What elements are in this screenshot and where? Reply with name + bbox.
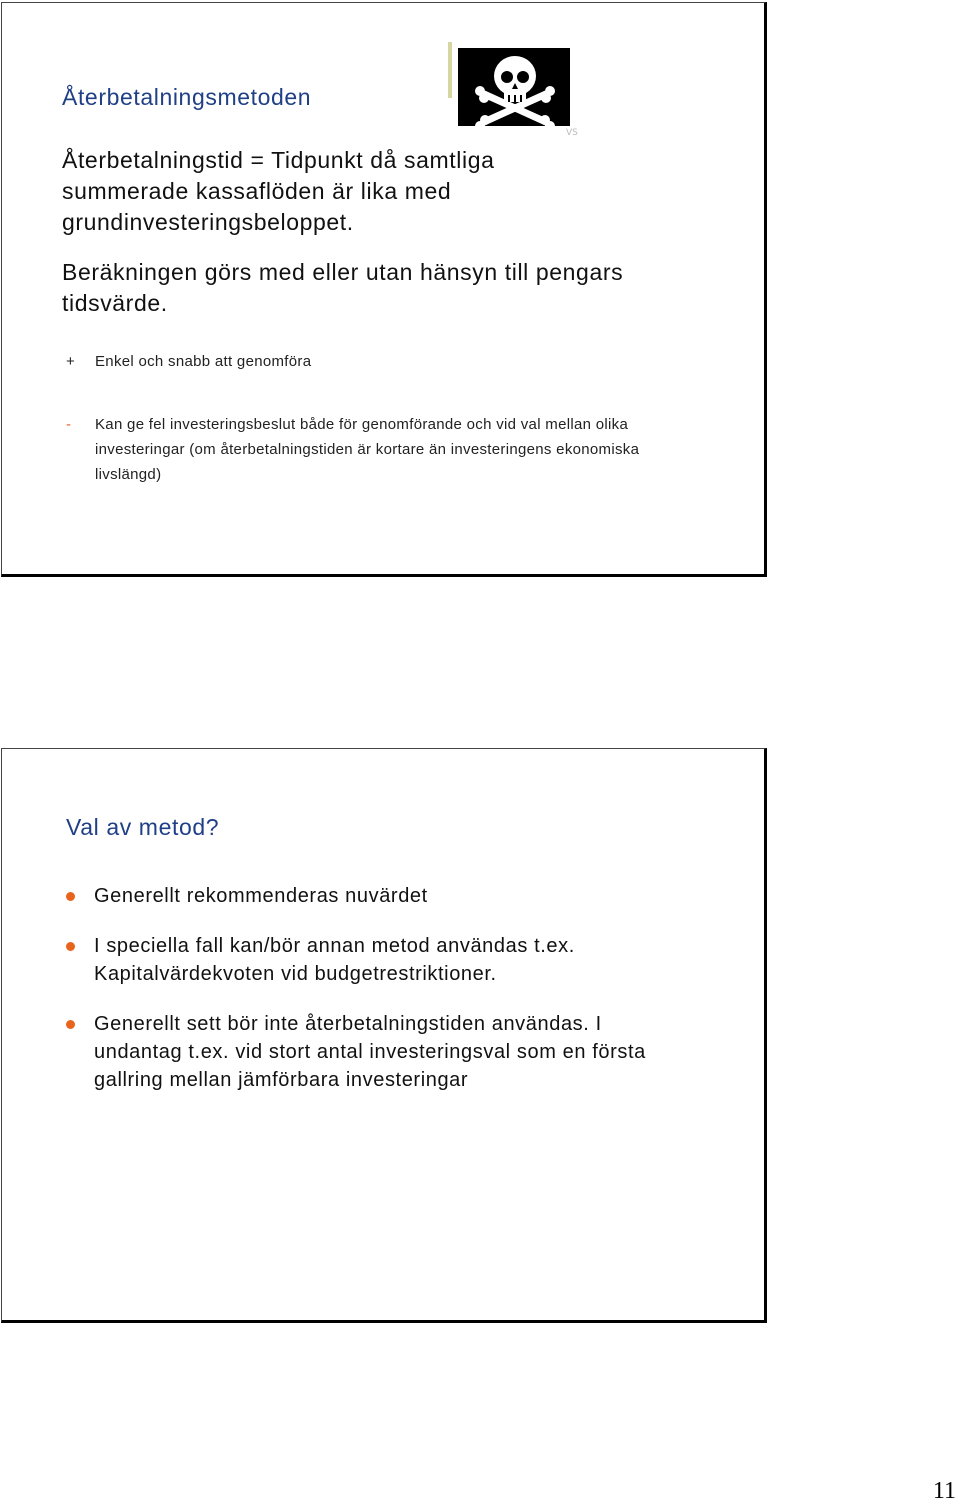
skull-and-crossbones-icon <box>448 42 582 138</box>
slide-1-paragraph-2: Beräkningen görs med eller utan hänsyn till pengars tidsvärde. <box>62 259 624 316</box>
page-number: 11 <box>932 1478 956 1504</box>
minus-mark: - <box>66 416 72 433</box>
bullet-text: Generellt sett bör inte återbetalningstiden användas. I undantag t.ex. vid stort antal investeringsval som en första gallring mellan jämförbara investeringar <box>94 1013 646 1091</box>
bullet-item <box>66 882 686 910</box>
bullet-dot-icon <box>66 892 75 901</box>
svg-text:VS: VS <box>566 128 578 138</box>
slide-1-title: Återbetalningsmetoden <box>62 84 312 110</box>
bullet-item <box>66 932 686 988</box>
pro-item <box>62 349 672 374</box>
plus-mark: + <box>66 353 76 370</box>
bullet-text: I speciella fall kan/bör annan metod användas t.ex. Kapitalvärdekvoten vid budgetrestriktioner. <box>94 935 575 985</box>
con-text: Kan ge fel investeringsbeslut både för genomförande och vid val mellan olika investeringar (om återbetalningstiden är kortare än investeringens ekonomiska livslängd) <box>95 416 640 483</box>
bullet-text: Generellt rekommenderas nuvärdet <box>94 885 428 907</box>
slide-2-title: Val av metod? <box>66 814 220 840</box>
bullet-dot-icon <box>66 1020 75 1029</box>
pro-text: Enkel och snabb att genomföra <box>95 353 312 370</box>
con-item <box>62 412 672 487</box>
slide-1-paragraph-1: Återbetalningstid = Tidpunkt då samtliga summerade kassaflöden är lika med grundinvesteringsbeloppet. <box>62 147 495 235</box>
bullet-item <box>66 1010 686 1094</box>
bullet-dot-icon <box>66 942 75 951</box>
